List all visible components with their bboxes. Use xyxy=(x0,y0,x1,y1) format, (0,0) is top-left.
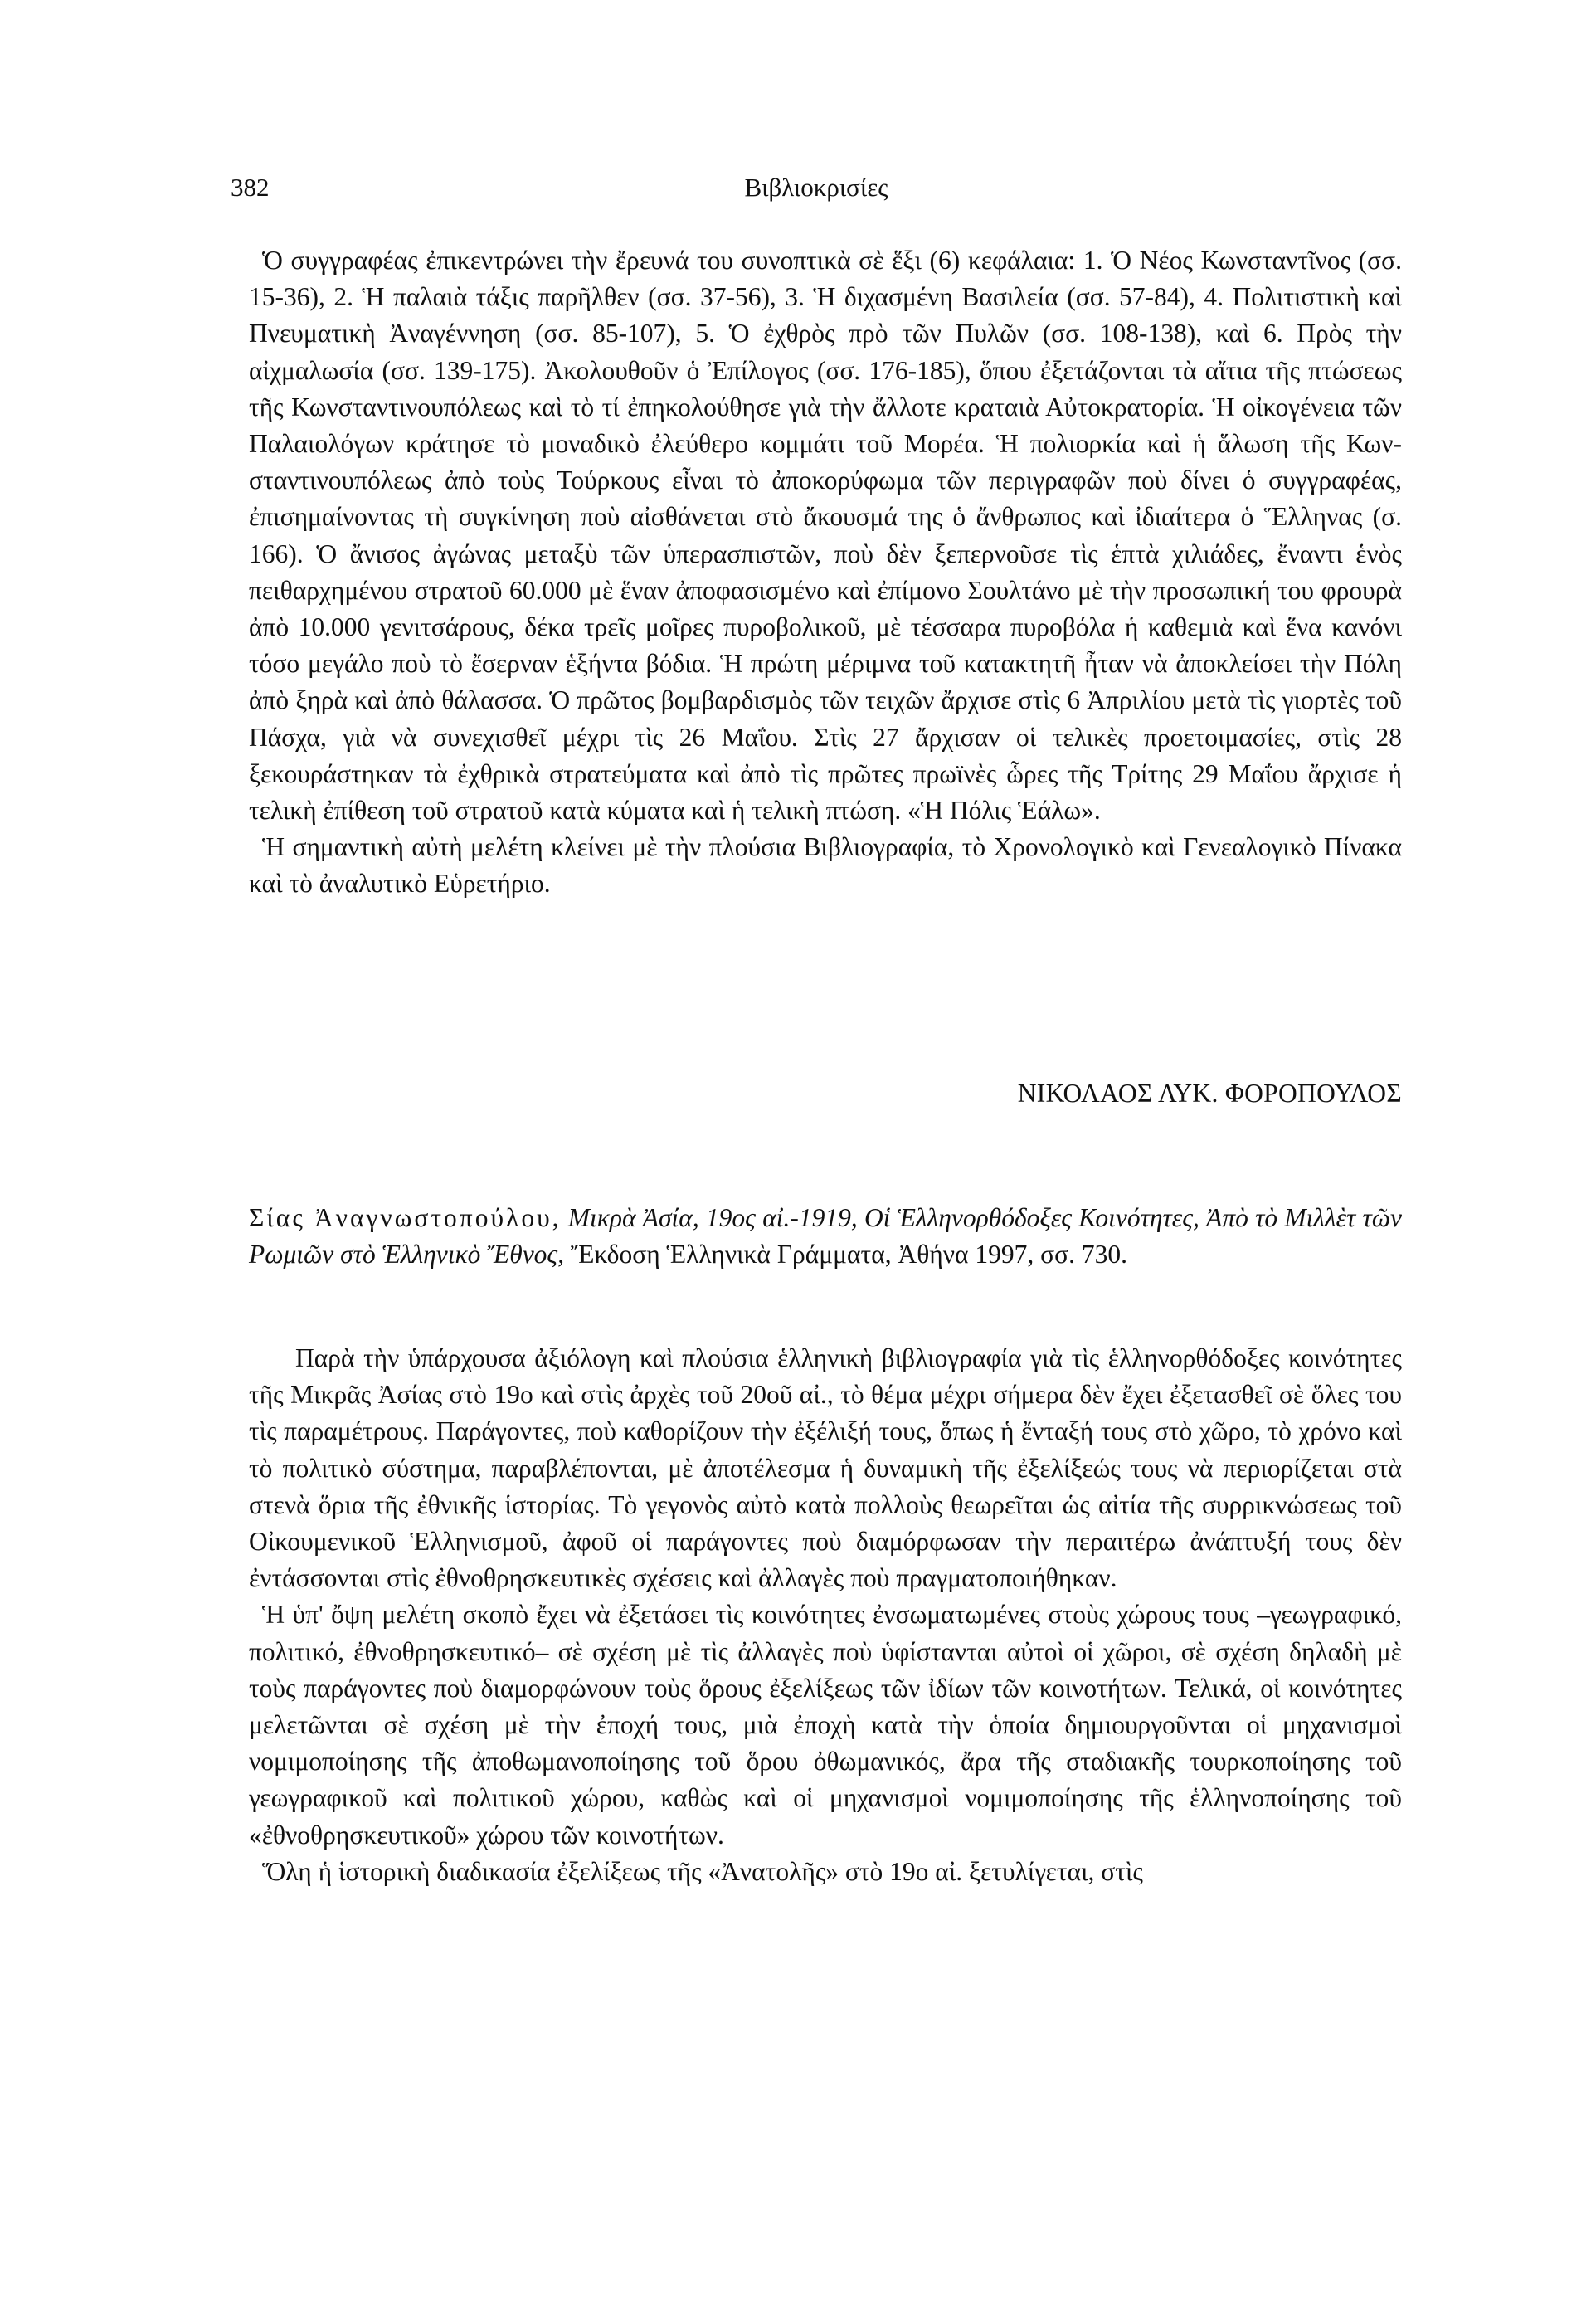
review-2-paragraph-2: Ἡ ὑπ' ὄψη μελέτη σκοπὸ ἔχει νὰ ἐξετάσει τὶς κοινότητες ἐνσωματωμένες στοὺς χώρους τους –γεωγραφικό, πολιτικό, ἐθνοθρησκευτικό– σὲ σχέση μὲ τὶς ἀλλαγὲς ποὺ ὑφίστανται αὐτοὶ οἱ χῶροι, σὲ σχέση δηλαδὴ μὲ τοὺς παράγοντες ποὺ διαμορφώνουν τοὺς ὅρους ἐξελίξεως τῶν ἰδίων τῶν κοινοτήτων. Τελικά, οἱ κοινότητες μελετῶνται σὲ σχέση μὲ τὴν ἐποχή τους, μιὰ ἐποχὴ κατὰ τὴν ὁποία δημιουργοῦνται οἱ μηχανισμοὶ νομιμοποίησης τῆς ἀποθωμανοποίησης τοῦ ὅρου ὀθωμανικός, ἄρα τῆς σταδιακῆς τουρκοποίησης τοῦ γεωγραφικοῦ καὶ πολιτικοῦ χώρου, καθὼς καὶ οἱ μηχανισμοὶ νομιμοποίησης τῆς ἑλληνοποίησης τοῦ «ἐθνοθρησκευτικοῦ» χώρου τῶν κοινοτήτων. xyxy=(249,1600,1402,1850)
review-1-paragraph-2: Ἡ σημαντικὴ αὐτὴ μελέτη κλείνει μὲ τὴν πλούσια Βιβλιογραφία, τὸ Χρονολογικὸ καὶ Γενεαλογικὸ Πίνακα καὶ τὸ ἀναλυτικὸ Εὑρετήριο. xyxy=(249,832,1402,899)
citation-author: Σίας Ἀναγνωστοπούλου, xyxy=(249,1203,562,1232)
running-title: Βιβλιοκρισίες xyxy=(744,173,888,202)
review-1-body xyxy=(249,242,1402,903)
review-2-paragraph-3: Ὅλη ἡ ἱστορικὴ διαδικασία ἐξελίξεως τῆς «Ἀνατολῆς» στὸ 19ο αἰ. ξετυλίγεται, στὶς xyxy=(262,1856,1143,1886)
page-header xyxy=(231,173,1402,209)
review-1-paragraph-1: Ὁ συγγραφέας ἐπικεντρώνει τὴν ἔρευνά του συνοπτικὰ σὲ ἕξι (6) κεφάλαια: 1. Ὁ Νέος Κωνσταντῖνος (σσ. 15-36), 2. Ἡ παλαιὰ τάξις παρῆλθεν (σσ. 37-56), 3. Ἡ διχασμένη Βασιλεία (σσ. 57-84), 4. Πολιτιστικὴ καὶ Πνευματικὴ Ἀναγέννηση (σσ. 85-107), 5. Ὁ ἐχθρὸς πρὸ τῶν Πυλῶν (σσ. 108-138), καὶ 6. Πρὸς τὴν αἰχμαλωσία (σσ. 139-175). Ἀκολουθοῦν ὁ Ἐπίλογος (σσ. 176-185), ὅπου ἐξετάζονται τὰ αἴτια τῆς πτώσεως τῆς Κωνσταντινουπόλεως καὶ τὸ τί ἐπηκολούθησε γιὰ τὴν ἄλλοτε κραταιὰ Αὐτοκρατορία. Ἡ οἰκογένεια τῶν Παλαιολόγων κράτησε τὸ μοναδικὸ ἐλεύθερο κομμάτι τοῦ Μορέα. Ἡ πολιορκία καὶ ἡ ἅλωση τῆς Κωνσταντινουπόλεως ἀπὸ τοὺς Τούρκους εἶναι τὸ ἀποκορύφωμα τῶν περιγραφῶν ποὺ δίνει ὁ συγγραφέας, ἐπισημαίνοντας τὴ συγκίνηση ποὺ αἰσθάνεται στὸ ἄκουσμά της ὁ ἄνθρωπος καὶ ἰδιαίτερα ὁ Ἕλληνας (σ. 166). Ὁ ἄνισος ἀγώνας μεταξὺ τῶν ὑπερασπιστῶν, ποὺ δὲν ξεπερνοῦσε τὶς ἑπτὰ χιλιάδες, ἔναντι ἑνὸς πειθαρχημένου στρατοῦ 60.000 μὲ ἕναν ἀποφασισμένο καὶ ἐπίμονο Σουλτάνο μὲ τὴν προσωπική του φρουρὰ ἀπὸ 10.000 γενιτσάρους, δέκα τρεῖς μοῖρες πυροβολικοῦ, μὲ τέσσαρα πυροβόλα ἡ καθεμιὰ καὶ ἕνα κανόνι τόσο μεγάλο ποὺ τὸ ἔσερναν ἑξήντα βόδια. Ἡ πρώτη μέριμνα τοῦ κατακτητῆ ἦταν νὰ ἀποκλείσει τὴν Πόλη ἀπὸ ξηρὰ καὶ ἀπὸ θάλασσα. Ὁ πρῶτος βομβαρδισμὸς τῶν τειχῶν ἄρχισε στὶς 6 Ἀπριλίου μετὰ τὶς γιορτὲς τοῦ Πάσχα, γιὰ νὰ συνεχισθεῖ μέχρι τὶς 26 Μαΐου. Στὶς 27 ἄρχισαν οἱ τελικὲς προετοιμασίες, στὶς 28 ξεκουράστηκαν τὰ ἐχθρικὰ στρατεύματα καὶ ἀπὸ τὶς πρῶτες πρωϊνὲς ὧρες τῆς Τρίτης 29 Μαΐου ἄρχισε ἡ τελικὴ ἐπίθεση τοῦ στρατοῦ κατὰ κύματα καὶ ἡ τελικὴ πτώση. «Ἡ Πόλις Ἑάλω». xyxy=(249,246,1402,826)
review-2-paragraph-1: Παρὰ τὴν ὑπάρχουσα ἀξιόλογη καὶ πλούσια ἑλληνικὴ βιβλιογραφία γιὰ τὶς ἑλληνορθόδοξες κοινότητες τῆς Μικρᾶς Ἀσίας στὸ 19ο καὶ στὶς ἀρχὲς τοῦ 20οῦ αἰ., τὸ θέμα μέχρι σήμερα δὲν ἔχει ἐξετασθεῖ σὲ ὅλες του τὶς παραμέτρους. Παράγοντες, ποὺ καθορίζουν τὴν ἐξέλιξή τους, ὅπως ἡ ἔνταξή τους στὸ χῶρο, τὸ χρόνο καὶ τὸ πολιτικὸ σύστημα, παραβλέπονται, μὲ ἀποτέλεσμα ἡ δυναμικὴ τῆς ἐξελίξεώς τους νὰ περιορίζεται στὰ στενὰ ὅρια τῆς ἐθνικῆς ἱστορίας. Τὸ γεγονὸς αὐτὸ κατὰ πολλοὺς θεωρεῖται ὡς αἰτία τῆς συρρικνώσεως τοῦ Οἰκουμενικοῦ Ἑλληνισμοῦ, ἀφοῦ οἱ παράγοντες ποὺ διαμόρφωσαν τὴν περαιτέρω ἀνάπτυξή τους δὲν ἐντάσσονται στὶς ἐθνοθρησκευτικὲς σχέσεις καὶ ἀλλαγὲς ποὺ πραγματοποιήθηκαν. xyxy=(249,1343,1402,1593)
citation-title: Μικρὰ Ἀσία, 19ος αἰ.-1919, Οἱ Ἑλληνορθόδοξες Κοινότητες, Ἀπὸ τὸ Μιλλὲτ τῶν Ρωμιῶν στὸ Ἑλληνικὸ Ἔθνος, xyxy=(249,1203,1403,1270)
review-2-body xyxy=(249,1340,1402,1890)
review-2-citation xyxy=(249,1200,1402,1273)
citation-publication: Ἔκδοση Ἑλληνικὰ Γράμματα, Ἀθήνα 1997, σσ. 730. xyxy=(570,1240,1127,1270)
review-1-signature: ΝΙΚΟΛΑΟΣ ΛΥΚ. ΦΟΡΟΠΟΥΛΟΣ xyxy=(1017,1079,1402,1108)
page-number: 382 xyxy=(231,173,270,202)
